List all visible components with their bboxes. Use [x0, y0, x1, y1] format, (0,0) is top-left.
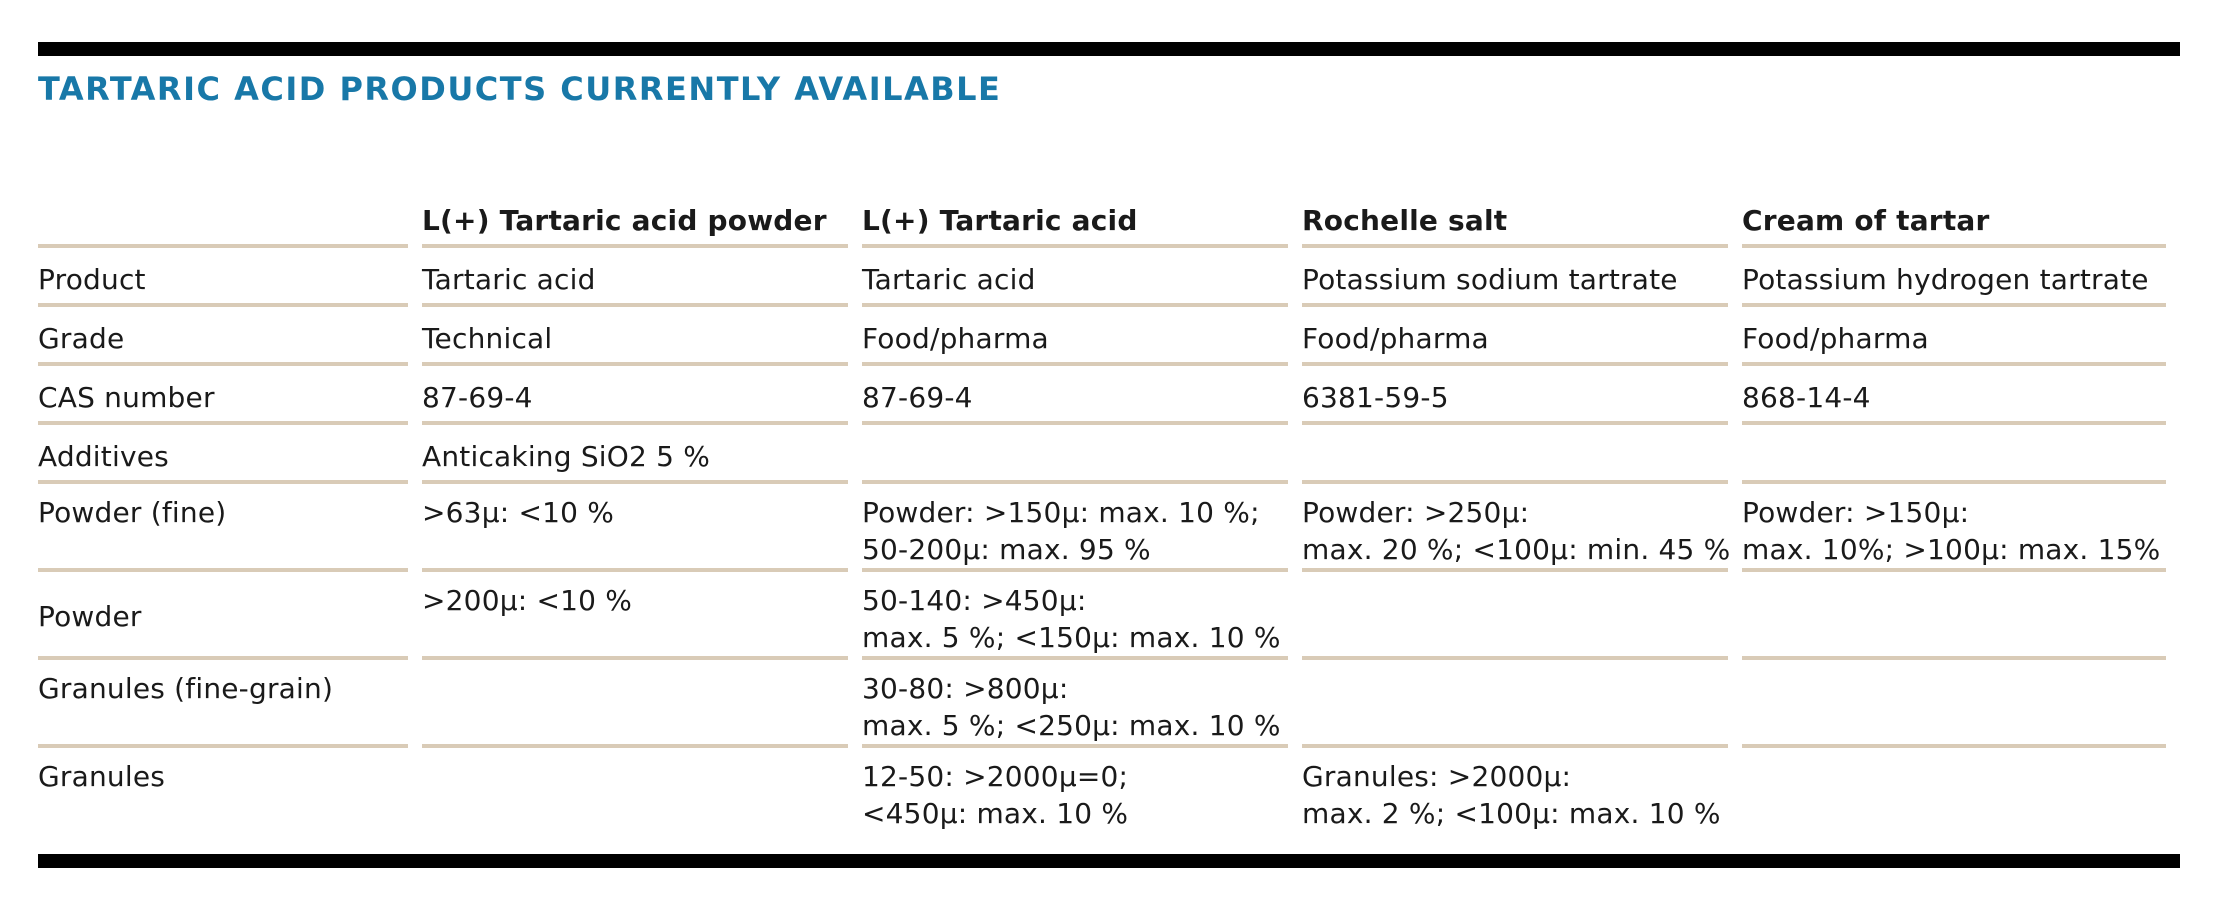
table-cell	[422, 572, 862, 660]
table-cell	[1302, 425, 1742, 484]
table-cell: Food/pharma	[1302, 307, 1742, 366]
cell-line: max. 5 %; <150µ: max. 10 %	[862, 621, 1281, 654]
cell-line: max. 20 %; <100µ: min. 45 %	[1302, 533, 1731, 566]
table-cell: Potassium sodium tartrate	[1302, 248, 1742, 307]
table-cell	[422, 748, 862, 836]
row-label: Product	[38, 248, 422, 307]
cell-line: 30-80: >800µ:	[862, 672, 1069, 705]
bottom-rule	[38, 854, 2180, 868]
row-label: CAS number	[38, 366, 422, 425]
table-cell: 87-69-4	[422, 366, 862, 425]
table-header: Cream of tartar	[1742, 190, 2180, 248]
cell-line: Powder: >150µ: max. 10 %;	[862, 496, 1260, 529]
cell-line: max. 5 %; <250µ: max. 10 %	[862, 709, 1281, 742]
cell-line: <450µ: max. 10 %	[862, 797, 1129, 830]
table-cell	[1302, 572, 1742, 660]
table-cell: 868-14-4	[1742, 366, 2180, 425]
cell-line: 12-50: >2000µ=0;	[862, 760, 1129, 793]
row-label: Powder	[38, 572, 422, 660]
row-label: Powder (fine)	[38, 484, 422, 572]
cell-line: Granules: >2000µ:	[1302, 760, 1572, 793]
table-header: L(+) Tartaric acid powder	[422, 190, 862, 248]
table-cell	[862, 425, 1302, 484]
cell-line: >200µ: <10 %	[422, 584, 633, 617]
table-cell	[1742, 425, 2180, 484]
table-cell: Anticaking SiO2 5 %	[422, 425, 862, 484]
row-label: Granules (fine-grain)	[38, 660, 422, 748]
table-cell: 87-69-4	[862, 366, 1302, 425]
table-cell	[1742, 572, 2180, 660]
table-cell	[862, 484, 1302, 572]
table-cell: Food/pharma	[1742, 307, 2180, 366]
product-table	[38, 190, 2180, 836]
table-cell	[1742, 660, 2180, 748]
cell-line: Powder: >250µ:	[1302, 496, 1530, 529]
table-cell: Food/pharma	[862, 307, 1302, 366]
table-cell: Potassium hydrogen tartrate	[1742, 248, 2180, 307]
cell-line: max. 10%; >100µ: max. 15%	[1742, 533, 2161, 566]
table-cell	[1302, 748, 1742, 836]
table-cell: Tartaric acid	[422, 248, 862, 307]
page-title: TARTARIC ACID PRODUCTS CURRENTLY AVAILABLE	[38, 70, 1002, 108]
table-header: L(+) Tartaric acid	[862, 190, 1302, 248]
cell-line: 50-140: >450µ:	[862, 584, 1087, 617]
table-cell	[422, 660, 862, 748]
table-header-empty	[38, 190, 422, 248]
row-label: Granules	[38, 760, 166, 793]
cell-line: >63µ: <10 %	[422, 496, 615, 529]
cell-line: 50-200µ: max. 95 %	[862, 533, 1151, 566]
row-label: Grade	[38, 307, 422, 366]
table-cell: 6381-59-5	[1302, 366, 1742, 425]
row-label: Additives	[38, 425, 422, 484]
table-cell: Tartaric acid	[862, 248, 1302, 307]
table-cell	[1742, 748, 2180, 836]
cell-line: max. 2 %; <100µ: max. 10 %	[1302, 797, 1721, 830]
table-cell	[1742, 484, 2180, 572]
table-cell	[862, 660, 1302, 748]
table-header: Rochelle salt	[1302, 190, 1742, 248]
table-cell	[862, 572, 1302, 660]
table-cell	[422, 484, 862, 572]
table-cell: Technical	[422, 307, 862, 366]
table-cell	[1302, 660, 1742, 748]
table-cell	[862, 748, 1302, 836]
cell-line: Powder: >150µ:	[1742, 496, 1970, 529]
top-rule	[38, 42, 2180, 56]
table-cell	[1302, 484, 1742, 572]
